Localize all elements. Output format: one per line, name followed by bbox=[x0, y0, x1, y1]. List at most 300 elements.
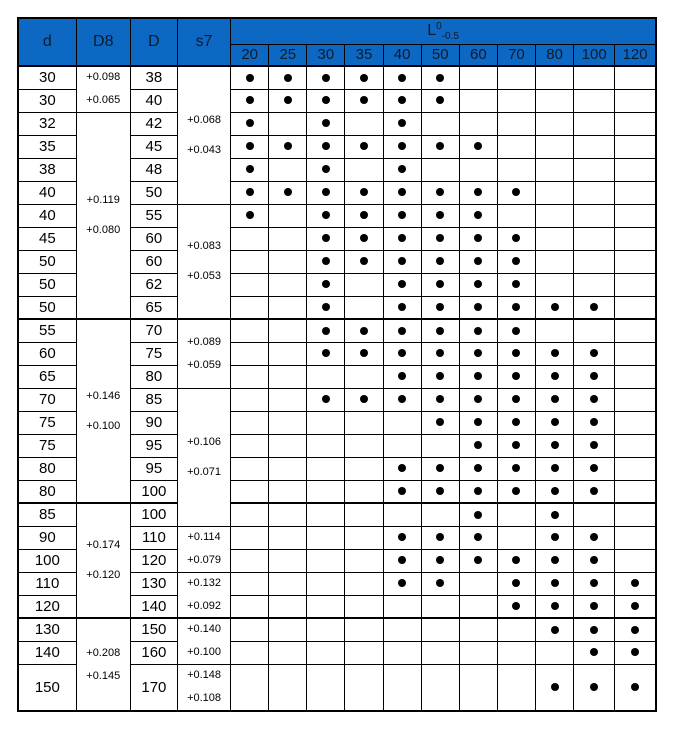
D-value-cell: 45 bbox=[130, 135, 177, 158]
d-value-cell: 30 bbox=[18, 66, 76, 89]
availability-cell bbox=[497, 112, 535, 135]
dot-marker bbox=[398, 487, 406, 495]
availability-cell bbox=[383, 204, 421, 227]
availability-cell bbox=[459, 526, 497, 549]
dot-marker bbox=[398, 327, 406, 335]
d8-upper-deviation: +0.098 bbox=[86, 71, 121, 84]
availability-cell bbox=[345, 296, 383, 319]
d8-upper-deviation: +0.146 bbox=[86, 389, 121, 402]
availability-cell bbox=[231, 480, 269, 503]
availability-cell bbox=[383, 526, 421, 549]
dot-marker bbox=[474, 556, 482, 564]
availability-cell bbox=[383, 595, 421, 618]
table-row bbox=[18, 319, 656, 342]
availability-cell bbox=[269, 434, 307, 457]
availability-cell bbox=[345, 480, 383, 503]
availability-cell bbox=[497, 227, 535, 250]
dot-marker bbox=[322, 303, 330, 311]
availability-cell bbox=[269, 388, 307, 411]
availability-cell bbox=[231, 296, 269, 319]
availability-cell bbox=[231, 526, 269, 549]
dot-marker bbox=[512, 602, 520, 610]
dot-marker bbox=[590, 418, 598, 426]
dot-marker bbox=[474, 257, 482, 265]
availability-cell bbox=[497, 181, 535, 204]
length-col-header: 70 bbox=[497, 44, 535, 66]
availability-cell bbox=[459, 250, 497, 273]
availability-cell bbox=[269, 89, 307, 112]
availability-cell bbox=[307, 388, 345, 411]
dot-marker bbox=[474, 211, 482, 219]
dot-marker bbox=[322, 211, 330, 219]
dot-marker bbox=[474, 234, 482, 242]
availability-cell bbox=[536, 618, 574, 641]
dot-marker bbox=[551, 602, 559, 610]
availability-cell bbox=[307, 664, 345, 711]
availability-cell bbox=[307, 411, 345, 434]
s7-tolerance-cell bbox=[177, 388, 230, 526]
D-value-cell: 60 bbox=[130, 227, 177, 250]
availability-cell bbox=[536, 135, 574, 158]
dot-marker bbox=[398, 395, 406, 403]
dot-marker bbox=[436, 533, 444, 541]
availability-cell bbox=[307, 89, 345, 112]
d8-tolerance bbox=[77, 540, 130, 581]
s7-lower-deviation: +0.092 bbox=[187, 599, 222, 612]
dot-marker bbox=[322, 142, 330, 150]
dot-marker bbox=[360, 74, 368, 82]
availability-cell bbox=[345, 503, 383, 526]
dot-marker bbox=[398, 119, 406, 127]
availability-cell bbox=[345, 434, 383, 457]
availability-cell bbox=[459, 158, 497, 181]
availability-cell bbox=[345, 227, 383, 250]
dot-marker bbox=[551, 579, 559, 587]
table-row bbox=[18, 618, 656, 641]
dot-marker bbox=[246, 96, 254, 104]
D-value-cell: 48 bbox=[130, 158, 177, 181]
availability-cell bbox=[421, 434, 459, 457]
availability-cell bbox=[615, 273, 656, 296]
availability-cell bbox=[497, 319, 535, 342]
d-value-cell: 30 bbox=[18, 89, 76, 112]
availability-cell bbox=[574, 66, 615, 89]
availability-cell bbox=[459, 595, 497, 618]
availability-cell bbox=[536, 664, 574, 711]
availability-cell bbox=[269, 296, 307, 319]
d-value-cell: 50 bbox=[18, 250, 76, 273]
dot-marker bbox=[322, 165, 330, 173]
dot-marker bbox=[512, 441, 520, 449]
D-value-cell: 80 bbox=[130, 365, 177, 388]
dot-marker bbox=[590, 533, 598, 541]
d-value-cell: 85 bbox=[18, 503, 76, 526]
availability-cell bbox=[231, 388, 269, 411]
availability-cell bbox=[345, 388, 383, 411]
availability-cell bbox=[574, 319, 615, 342]
d-value-cell: 130 bbox=[18, 618, 76, 641]
dot-marker bbox=[398, 74, 406, 82]
dot-marker bbox=[436, 257, 444, 265]
D-value-cell: 50 bbox=[130, 181, 177, 204]
availability-cell bbox=[231, 595, 269, 618]
dot-marker bbox=[398, 464, 406, 472]
dot-marker bbox=[474, 464, 482, 472]
D-value-cell: 160 bbox=[130, 641, 177, 664]
d8-lower-deviation: +0.145 bbox=[86, 669, 121, 682]
availability-cell bbox=[536, 526, 574, 549]
dot-marker bbox=[551, 464, 559, 472]
availability-cell bbox=[383, 664, 421, 711]
d8-upper-deviation: +0.174 bbox=[86, 539, 121, 551]
d-value-cell: 35 bbox=[18, 135, 76, 158]
dot-marker bbox=[436, 188, 444, 196]
availability-cell bbox=[497, 342, 535, 365]
availability-cell bbox=[574, 158, 615, 181]
dot-marker bbox=[398, 556, 406, 564]
availability-cell bbox=[269, 618, 307, 641]
dot-marker bbox=[436, 487, 444, 495]
d-value-cell: 120 bbox=[18, 595, 76, 618]
availability-cell bbox=[459, 227, 497, 250]
D-value-cell: 62 bbox=[130, 273, 177, 296]
availability-cell bbox=[536, 365, 574, 388]
availability-cell bbox=[269, 227, 307, 250]
dot-marker bbox=[551, 487, 559, 495]
availability-cell bbox=[497, 457, 535, 480]
D-value-cell: 120 bbox=[130, 549, 177, 572]
s7-upper-deviation: +0.114 bbox=[187, 531, 221, 543]
dot-marker bbox=[322, 280, 330, 288]
s7-upper-deviation: +0.068 bbox=[187, 113, 222, 126]
availability-cell bbox=[269, 549, 307, 572]
dot-marker bbox=[436, 372, 444, 380]
s7-tolerance bbox=[178, 578, 230, 612]
availability-cell bbox=[497, 388, 535, 411]
availability-cell bbox=[574, 135, 615, 158]
table-header bbox=[18, 18, 656, 66]
d-value-cell: 32 bbox=[18, 112, 76, 135]
availability-cell bbox=[383, 342, 421, 365]
d8-upper-deviation: +0.119 bbox=[86, 193, 120, 206]
availability-cell bbox=[383, 618, 421, 641]
availability-cell bbox=[269, 664, 307, 711]
availability-cell bbox=[307, 181, 345, 204]
availability-cell bbox=[231, 641, 269, 664]
availability-cell bbox=[307, 112, 345, 135]
header-cell-d: d bbox=[18, 18, 76, 66]
availability-cell bbox=[383, 319, 421, 342]
availability-cell bbox=[459, 112, 497, 135]
d-value-cell: 40 bbox=[18, 181, 76, 204]
table-row bbox=[18, 112, 656, 135]
availability-cell bbox=[615, 135, 656, 158]
D-value-cell: 95 bbox=[130, 457, 177, 480]
availability-cell bbox=[383, 181, 421, 204]
dot-marker bbox=[436, 418, 444, 426]
availability-cell bbox=[383, 227, 421, 250]
dot-marker bbox=[474, 303, 482, 311]
dot-marker bbox=[360, 142, 368, 150]
d-value-cell: 110 bbox=[18, 572, 76, 595]
dot-marker bbox=[631, 648, 639, 656]
availability-cell bbox=[231, 411, 269, 434]
availability-cell bbox=[421, 250, 459, 273]
availability-cell bbox=[307, 549, 345, 572]
availability-cell bbox=[421, 549, 459, 572]
availability-cell bbox=[269, 158, 307, 181]
dot-marker bbox=[436, 74, 444, 82]
s7-tolerance-cell bbox=[177, 319, 230, 388]
availability-cell bbox=[459, 457, 497, 480]
availability-cell bbox=[345, 595, 383, 618]
availability-cell bbox=[497, 273, 535, 296]
availability-cell bbox=[383, 641, 421, 664]
d8-tolerance bbox=[77, 648, 130, 682]
availability-cell bbox=[421, 296, 459, 319]
availability-cell bbox=[269, 572, 307, 595]
availability-cell bbox=[536, 319, 574, 342]
dot-marker bbox=[474, 511, 482, 519]
dot-marker bbox=[398, 533, 406, 541]
dot-marker bbox=[436, 349, 444, 357]
dot-marker bbox=[512, 579, 520, 587]
availability-cell bbox=[574, 388, 615, 411]
s7-lower-deviation: +0.059 bbox=[187, 358, 222, 371]
length-col-header: 30 bbox=[307, 44, 345, 66]
dot-marker bbox=[512, 257, 520, 265]
dot-marker bbox=[474, 349, 482, 357]
dot-marker bbox=[436, 579, 444, 587]
availability-cell bbox=[383, 480, 421, 503]
s7-upper-deviation: +0.089 bbox=[187, 335, 222, 348]
dot-marker bbox=[398, 372, 406, 380]
availability-cell bbox=[307, 342, 345, 365]
dot-marker bbox=[590, 441, 598, 449]
availability-cell bbox=[459, 572, 497, 595]
availability-cell bbox=[497, 618, 535, 641]
availability-cell bbox=[231, 457, 269, 480]
dot-marker bbox=[474, 142, 482, 150]
availability-cell bbox=[383, 112, 421, 135]
availability-cell bbox=[574, 411, 615, 434]
availability-cell bbox=[615, 457, 656, 480]
s7-tolerance bbox=[178, 337, 230, 371]
dot-marker bbox=[436, 96, 444, 104]
length-col-header: 50 bbox=[421, 44, 459, 66]
s7-lower-deviation: +0.108 bbox=[187, 692, 222, 705]
s7-tolerance bbox=[178, 532, 230, 566]
dot-marker bbox=[551, 533, 559, 541]
dot-marker bbox=[512, 303, 520, 311]
availability-cell bbox=[615, 66, 656, 89]
availability-cell bbox=[536, 411, 574, 434]
s7-lower-deviation: +0.100 bbox=[187, 646, 222, 659]
dot-marker bbox=[590, 349, 598, 357]
table-row bbox=[18, 66, 656, 89]
dot-marker bbox=[631, 683, 639, 691]
availability-cell bbox=[345, 112, 383, 135]
availability-cell bbox=[497, 595, 535, 618]
s7-tolerance-cell bbox=[177, 66, 230, 204]
availability-cell bbox=[536, 434, 574, 457]
dot-marker bbox=[436, 234, 444, 242]
availability-cell bbox=[269, 457, 307, 480]
availability-cell bbox=[574, 641, 615, 664]
dot-marker bbox=[436, 280, 444, 288]
d-value-cell: 65 bbox=[18, 365, 76, 388]
dot-marker bbox=[436, 327, 444, 335]
dot-marker bbox=[436, 142, 444, 150]
dot-marker bbox=[398, 188, 406, 196]
dot-marker bbox=[398, 211, 406, 219]
d8-tolerance-cell bbox=[76, 618, 130, 711]
availability-cell bbox=[497, 204, 535, 227]
s7-tolerance-cell bbox=[177, 526, 230, 572]
d-value-cell: 38 bbox=[18, 158, 76, 181]
dot-marker bbox=[398, 303, 406, 311]
dot-marker bbox=[551, 372, 559, 380]
availability-cell bbox=[345, 664, 383, 711]
availability-cell bbox=[307, 204, 345, 227]
availability-cell bbox=[536, 480, 574, 503]
dot-marker bbox=[398, 96, 406, 104]
d8-tolerance bbox=[77, 195, 130, 236]
D-value-cell: 55 bbox=[130, 204, 177, 227]
dot-marker bbox=[590, 556, 598, 564]
availability-cell bbox=[421, 181, 459, 204]
dot-marker bbox=[474, 441, 482, 449]
availability-cell bbox=[231, 158, 269, 181]
dot-marker bbox=[551, 511, 559, 519]
availability-cell bbox=[574, 273, 615, 296]
dot-marker bbox=[284, 96, 292, 104]
dot-marker bbox=[512, 349, 520, 357]
d8-lower-deviation: +0.120 bbox=[86, 569, 121, 581]
dot-marker bbox=[246, 142, 254, 150]
D-value-cell: 75 bbox=[130, 342, 177, 365]
availability-cell bbox=[269, 181, 307, 204]
s7-lower-deviation: +0.043 bbox=[187, 143, 222, 156]
s7-tolerance bbox=[178, 241, 230, 282]
dot-marker bbox=[590, 602, 598, 610]
table-row bbox=[18, 503, 656, 526]
dot-marker bbox=[436, 395, 444, 403]
availability-cell bbox=[536, 572, 574, 595]
availability-cell bbox=[615, 434, 656, 457]
availability-cell bbox=[536, 158, 574, 181]
availability-cell bbox=[615, 641, 656, 664]
availability-cell bbox=[307, 572, 345, 595]
s7-upper-deviation: +0.083 bbox=[187, 239, 222, 252]
availability-cell bbox=[615, 89, 656, 112]
availability-cell bbox=[383, 572, 421, 595]
availability-cell bbox=[459, 411, 497, 434]
availability-cell bbox=[536, 204, 574, 227]
availability-cell bbox=[615, 480, 656, 503]
dot-marker bbox=[512, 372, 520, 380]
availability-cell bbox=[269, 595, 307, 618]
availability-cell bbox=[383, 89, 421, 112]
d8-tolerance bbox=[77, 72, 130, 106]
availability-cell bbox=[615, 227, 656, 250]
dot-marker bbox=[322, 188, 330, 196]
availability-cell bbox=[497, 135, 535, 158]
availability-cell bbox=[536, 549, 574, 572]
availability-cell bbox=[231, 664, 269, 711]
availability-cell bbox=[536, 250, 574, 273]
availability-cell bbox=[459, 503, 497, 526]
dot-marker bbox=[512, 418, 520, 426]
availability-cell bbox=[497, 641, 535, 664]
availability-cell bbox=[536, 66, 574, 89]
availability-cell bbox=[345, 549, 383, 572]
availability-cell bbox=[345, 526, 383, 549]
availability-cell bbox=[231, 250, 269, 273]
dot-marker bbox=[551, 556, 559, 564]
availability-cell bbox=[421, 641, 459, 664]
d-value-cell: 50 bbox=[18, 273, 76, 296]
dot-marker bbox=[360, 349, 368, 357]
dot-marker bbox=[246, 211, 254, 219]
availability-cell bbox=[615, 204, 656, 227]
dot-marker bbox=[474, 327, 482, 335]
availability-cell bbox=[345, 273, 383, 296]
availability-cell bbox=[615, 618, 656, 641]
d8-upper-deviation: +0.208 bbox=[86, 646, 121, 659]
dot-marker bbox=[284, 188, 292, 196]
dot-marker bbox=[590, 372, 598, 380]
dot-marker bbox=[398, 349, 406, 357]
D-value-cell: 42 bbox=[130, 112, 177, 135]
dot-marker bbox=[246, 119, 254, 127]
dot-marker bbox=[590, 648, 598, 656]
d-value-cell: 80 bbox=[18, 457, 76, 480]
availability-cell bbox=[421, 273, 459, 296]
availability-cell bbox=[574, 526, 615, 549]
availability-cell bbox=[383, 549, 421, 572]
availability-cell bbox=[307, 158, 345, 181]
d-value-cell: 150 bbox=[18, 664, 76, 711]
availability-cell bbox=[269, 273, 307, 296]
d-value-cell: 75 bbox=[18, 434, 76, 457]
availability-cell bbox=[307, 319, 345, 342]
availability-cell bbox=[497, 158, 535, 181]
availability-cell bbox=[497, 434, 535, 457]
availability-cell bbox=[459, 664, 497, 711]
availability-cell bbox=[459, 273, 497, 296]
dot-marker bbox=[512, 464, 520, 472]
availability-cell bbox=[574, 250, 615, 273]
s7-lower-deviation: +0.071 bbox=[187, 465, 222, 478]
availability-cell bbox=[459, 204, 497, 227]
availability-cell bbox=[421, 457, 459, 480]
availability-cell bbox=[421, 204, 459, 227]
dot-marker bbox=[590, 579, 598, 587]
availability-cell bbox=[345, 181, 383, 204]
dot-marker bbox=[398, 142, 406, 150]
d8-tolerance-cell bbox=[76, 112, 130, 319]
availability-cell bbox=[615, 549, 656, 572]
D-value-cell: 150 bbox=[130, 618, 177, 641]
dot-marker bbox=[360, 395, 368, 403]
dot-marker bbox=[436, 303, 444, 311]
availability-cell bbox=[459, 296, 497, 319]
availability-cell bbox=[536, 227, 574, 250]
d8-lower-deviation: +0.080 bbox=[86, 223, 121, 236]
availability-cell bbox=[497, 549, 535, 572]
dot-marker bbox=[246, 188, 254, 196]
